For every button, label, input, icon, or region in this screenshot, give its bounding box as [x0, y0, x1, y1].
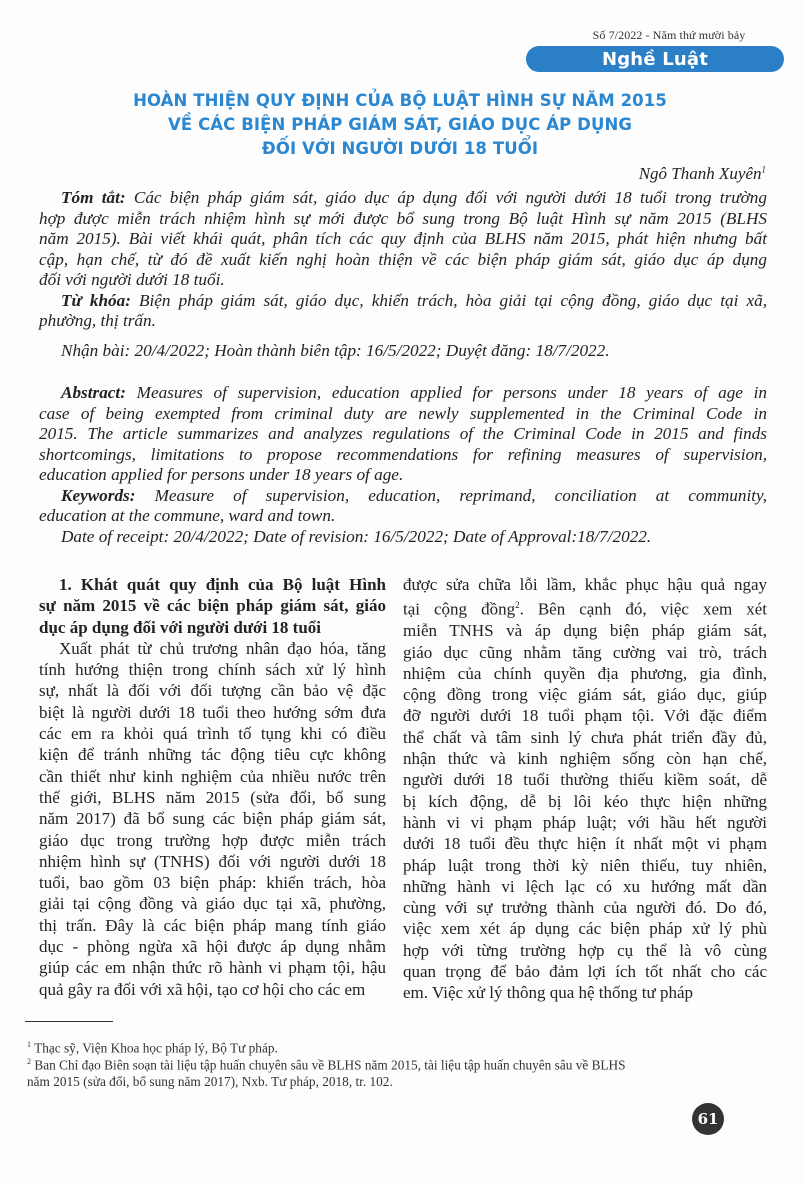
- section-heading: 1. Khát quát quy định của Bộ luật Hình: [59, 575, 386, 594]
- summary-line: đối với người dưới 18 tuổi.: [39, 270, 225, 289]
- keywords-line: phường, thị trấn.: [39, 311, 156, 330]
- title-line: ĐỐI VỚI NGƯỜI DƯỚI 18 TUỔI: [261, 139, 539, 158]
- body-line: các em ra khỏi quá trình tố tụng khi có điều: [39, 724, 386, 744]
- abstract-line: Abstract: Measures of supervision, education applied for persons under 18 years of age in: [61, 383, 768, 402]
- body-line: người dưới 18 tuổi thường thiếu kiềm soát, dễ: [403, 770, 767, 790]
- body-line: tuổi, bao gồm 03 biện pháp: khiển trách, hòa: [39, 873, 386, 893]
- body-line: quan trọng để bảo đảm lợi ích tốt nhất cho các: [403, 962, 767, 981]
- author-footnote-ref[interactable]: 1: [761, 164, 766, 175]
- journal-badge: Nghề Luật: [526, 46, 784, 72]
- footnote-number: 1: [27, 1040, 31, 1049]
- abstract-line: shortcomings, limitations to propose recommendations for refining measures of supervision,: [39, 444, 767, 464]
- body-line: được sửa chữa lỗi lầm, khắc phục hậu quả ngay: [403, 575, 767, 594]
- body-line: sự, nhất là đối với đối tượng cần bảo vệ đặc: [39, 681, 386, 701]
- abstract-en: [39, 383, 767, 547]
- body-line: kiện để tránh những tác động tiêu cực không: [39, 745, 386, 765]
- body-line: Xuất phát từ chủ trương nhân đạo hóa, tăng: [59, 638, 386, 658]
- summary-line: hợp được miễn trách nhiệm hình sự mới được bổ sung trong Bộ luật Hình sự năm 2015 (BLHS: [39, 208, 767, 228]
- author-name: Ngô Thanh Xuyên: [638, 164, 762, 183]
- abstract-line: education applied for persons under 18 years of age.: [39, 465, 404, 484]
- footnote-divider: [25, 1021, 113, 1022]
- section-heading: dục áp dụng đối với người dưới 18 tuổi: [39, 617, 322, 637]
- title-line: VỀ CÁC BIỆN PHÁP GIÁM SÁT, GIÁO DỤC ÁP DỤNG: [168, 115, 632, 134]
- issue-info: Số 7/2022 - Năm thứ mười bảy: [592, 28, 746, 42]
- summary-line: năm 2015). Bài viết khái quát, phân tích các quy định của BLHS năm 2015, phát hiện nhưng bất: [39, 229, 767, 248]
- body-line: tính hướng thiện trong chính sách xử lý hình: [39, 660, 386, 680]
- en-keywords-line: Keywords: Measure of supervision, education, reprimand, conciliation at community,: [61, 485, 768, 505]
- right-column: [403, 574, 767, 1004]
- abstract-line: case of being exempted from criminal duty are newly supplemented in the Criminal Code in: [39, 403, 767, 423]
- dates-en: Date of receipt: 20/4/2022; Date of revision: 16/5/2022; Date of Approval:18/7/2022.: [61, 526, 652, 546]
- section-heading: sự năm 2015 về các biện pháp giám sát, giáo: [39, 596, 386, 616]
- body-line: miễn TNHS và áp dụng biện pháp giám sát,: [403, 621, 767, 641]
- dates-vn-block: [39, 341, 767, 362]
- body-line: thể chất và tâm sinh lý chưa phát triển đầy đủ,: [403, 727, 767, 747]
- footnote-1: $^1$ Thạc sỹ, Viện Khoa học pháp lý, Bộ Tư pháp.: [27, 1040, 278, 1056]
- body-line: nhiệm của chính quyền địa phương, gia đình,: [403, 663, 767, 683]
- body-line: hợp với từng trường hợp cụ thể là vô cùng: [403, 940, 767, 960]
- en-keywords-label: Keywords:: [61, 485, 136, 505]
- body-line: những hành vi lệch lạc có xu hướng mất dần: [403, 876, 767, 896]
- abstract-line: 2015. The article summarizes and analyzes regulations of the Criminal Code in 2015 and finds: [39, 424, 767, 443]
- body-line: năm 2017) đã bổ sung các biện pháp giám sát,: [39, 809, 386, 829]
- body-line: đỡ người dưới 18 tuổi phạm tội. Với đặc điểm: [403, 706, 767, 726]
- body-line: em. Việc xử lý thông qua hệ thống tư pháp: [403, 983, 693, 1003]
- footnote-2: $^2$ Ban Chỉ đạo Biên soạn tài liệu tập huấn chuyên sâu về BLHS năm 2015, tài liệu tập huấn chuyên sâu về BLHS năm 2015 (sửa đổi, bổ sung năm 2017), Nxb. Tư pháp, 2018, tr. 102.: [27, 1057, 626, 1090]
- body-line: cộng đồng trong việc giám sát, giáo dục, giúp: [403, 685, 767, 705]
- en-keywords-line: education at the commune, ward and town.: [39, 506, 336, 525]
- body-line: giáo dục trong trường hợp được miễn trách: [39, 830, 386, 850]
- footnote-number: 2: [27, 1057, 31, 1066]
- body-line: quả gây ra đối với xã hội, tạo cơ hội cho các em: [39, 979, 366, 999]
- summary-vn: [39, 188, 767, 332]
- footnote-ref[interactable]: 2: [515, 600, 520, 611]
- left-column: [39, 574, 386, 1000]
- body-line: dục - phòng ngừa xã hội được áp dụng nhằm: [39, 937, 386, 957]
- right-body-text: [403, 620, 767, 1003]
- keywords-label: Từ khóa:: [61, 290, 131, 310]
- body-line: tại cộng đồng$^2$. Bên cạnh đó, việc xem xét: [403, 599, 767, 619]
- body-line: cùng với sự trưởng thành của người đó. Do đó,: [403, 898, 767, 918]
- summary-line: Tóm tắt: Các biện pháp giám sát, giáo dục áp dụng đối với người dưới 18 tuổi trong trường: [61, 188, 767, 207]
- summary-line: cập, hạn chế, từ đó đề xuất kiến nghị hoàn thiện về các biện pháp giám sát, giáo dục áp dụng: [39, 249, 767, 269]
- masthead: [514, 28, 784, 72]
- article-title: [60, 89, 740, 161]
- body-line: cần thiết như kinh nghiệm của nhiều nước trên: [39, 766, 386, 786]
- body-line: việc xem xét áp dụng các biện pháp xử lý phù: [403, 919, 767, 939]
- body-line: giải tại cộng đồng và giáo dục tại xã, phường,: [39, 894, 386, 914]
- body-line: dưới 18 tuổi đều thực hiện ít nhất một vi phạm: [403, 834, 767, 854]
- dates-vn: Nhận bài: 20/4/2022; Hoàn thành biên tập: 16/5/2022; Duyệt đăng: 18/7/2022.: [61, 341, 610, 360]
- title-line: HOÀN THIỆN QUY ĐỊNH CỦA BỘ LUẬT HÌNH SỰ NĂM 2015: [133, 91, 667, 110]
- body-line: pháp luật trong thời kỳ niên thiếu, tuy nhiên,: [403, 855, 767, 875]
- keywords-line: Từ khóa: Biện pháp giám sát, giáo dục, khiển trách, hòa giải tại cộng đồng, giáo dục tại xã,: [61, 290, 767, 310]
- abstract-label: Abstract:: [61, 383, 126, 402]
- body-line: biệt là người dưới 18 tuổi theo hướng sớm đưa: [39, 702, 386, 722]
- page-number: 61: [692, 1103, 724, 1135]
- body-line: thị trấn. Đây là các biện pháp mang tính giáo: [39, 915, 386, 935]
- body-line: bị kích động, dễ bị lôi kéo thực hiện những: [403, 791, 767, 811]
- left-body-text: [39, 638, 386, 1000]
- body-line: giúp các em nhận thức rõ hành vi phạm tội, hậu: [39, 958, 386, 978]
- body-line: hành vi vi phạm pháp luật; với hầu hết người: [403, 812, 767, 832]
- author: [639, 164, 766, 184]
- body-line: thế giới, BLHS năm 2015 (sửa đổi, bổ sung: [39, 787, 386, 807]
- summary-label: Tóm tắt:: [61, 188, 126, 207]
- body-line: giáo dục cũng nhằm tăng cường vai trò, trách: [403, 642, 767, 662]
- body-line: nhiệm hình sự (TNHS) đối với người dưới 18: [39, 851, 386, 871]
- body-line: nhận thức và kinh nghiệm sống còn hạn chế,: [403, 749, 767, 769]
